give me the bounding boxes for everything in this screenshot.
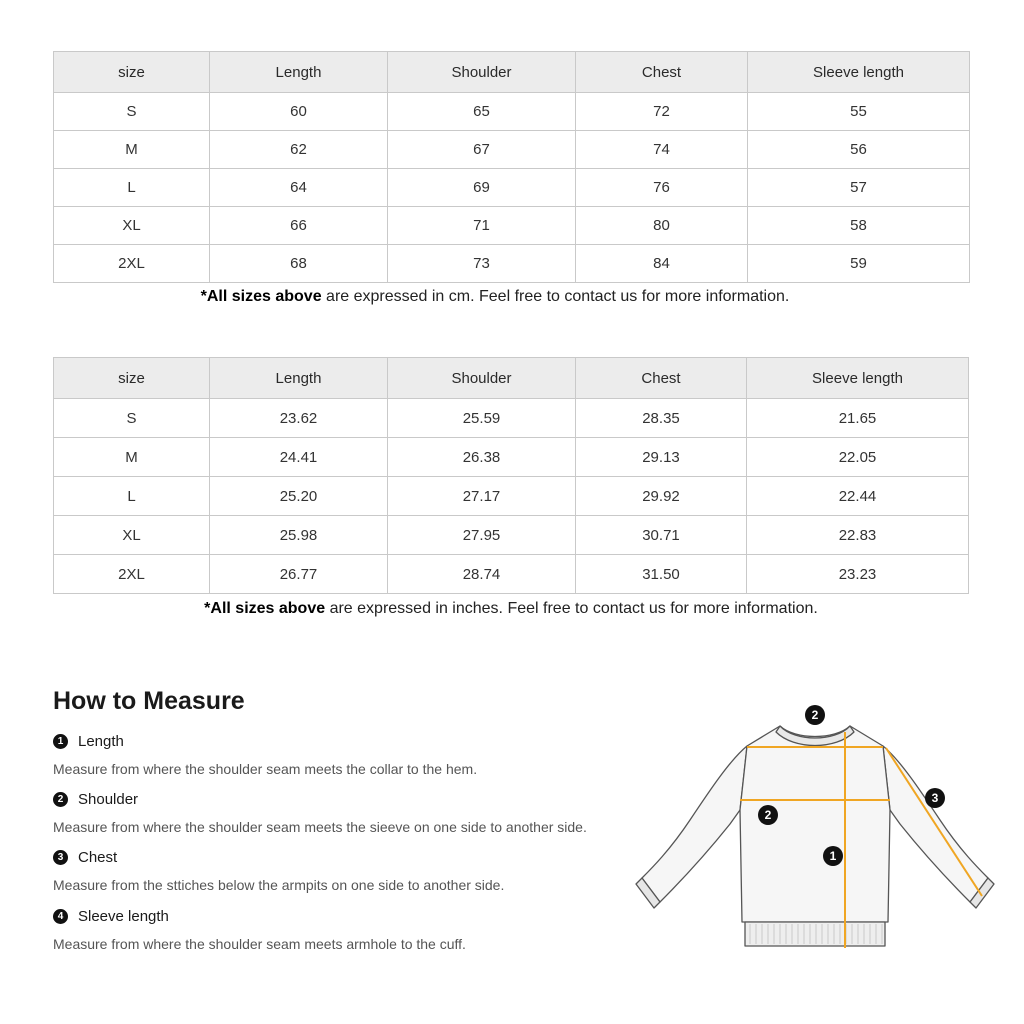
table-cell: 74	[576, 131, 748, 169]
badge-label: 3	[931, 791, 939, 805]
table-cell: 26.38	[388, 438, 576, 477]
table-cell: 22.83	[747, 516, 969, 555]
table-cell: 31.50	[576, 555, 747, 594]
step-title: Chest	[78, 848, 118, 866]
table-cell: M	[54, 131, 210, 169]
step-number-badge: 4	[53, 909, 68, 924]
table-cell: 27.95	[388, 516, 576, 555]
table-cell: 25.20	[210, 477, 388, 516]
table-cell: 29.92	[576, 477, 747, 516]
table-row	[54, 516, 969, 555]
table-cell: 84	[576, 245, 748, 283]
table-cell: 23.23	[747, 555, 969, 594]
table-cell: XL	[54, 516, 210, 555]
table-row	[54, 93, 970, 131]
table-cell: 73	[388, 245, 576, 283]
size-table-cm	[53, 51, 970, 283]
table-cell: 2XL	[54, 245, 210, 283]
note-emphasis: *All sizes above	[200, 288, 322, 305]
step-length-heading	[53, 731, 124, 751]
note-text: are expressed in cm. Feel free to contact us for more information.	[321, 288, 790, 305]
step-number-badge: 1	[53, 734, 68, 749]
table-cell: 64	[210, 169, 388, 207]
table-cell: 22.44	[747, 477, 969, 516]
table-cell: S	[54, 93, 210, 131]
table-cell: 26.77	[210, 555, 388, 594]
sweater-illustration	[636, 726, 994, 946]
table-cell: 58	[748, 207, 970, 245]
column-header: Sleeve length	[747, 358, 969, 399]
table-cell: L	[54, 169, 210, 207]
units-note-inches	[0, 600, 1023, 618]
table-cell: S	[54, 399, 210, 438]
table-row	[54, 207, 970, 245]
table-cell: 57	[748, 169, 970, 207]
column-header: Length	[210, 52, 388, 93]
table-cell: 60	[210, 93, 388, 131]
table-cell: 28.74	[388, 555, 576, 594]
table-cell: 67	[388, 131, 576, 169]
size-table-inches	[53, 357, 969, 594]
table-row	[54, 169, 970, 207]
table-cell: 25.98	[210, 516, 388, 555]
table-cell: 59	[748, 245, 970, 283]
step-number-badge: 2	[53, 792, 68, 807]
table-cell: 29.13	[576, 438, 747, 477]
table-row	[54, 245, 970, 283]
table-header-row	[54, 358, 969, 399]
left-sleeve	[642, 746, 747, 902]
table-cell: 23.62	[210, 399, 388, 438]
note-emphasis: *All sizes above	[204, 600, 326, 617]
badge-length	[823, 846, 843, 866]
step-description: Measure from where the shoulder seam meets the collar to the hem.	[53, 761, 478, 777]
step-chest-heading	[53, 847, 117, 867]
table-cell: 72	[576, 93, 748, 131]
column-header: size	[54, 52, 210, 93]
step-title: Sleeve length	[78, 907, 169, 925]
table-cell: M	[54, 438, 210, 477]
table-row	[54, 438, 969, 477]
table-cell: 76	[576, 169, 748, 207]
step-title: Length	[78, 732, 124, 750]
how-to-measure-title: How to Measure	[53, 687, 245, 715]
step-number-badge: 3	[53, 850, 68, 865]
badge-label: 1	[829, 849, 837, 863]
table-cell: 71	[388, 207, 576, 245]
step-sleeve-heading	[53, 906, 169, 926]
table-cell: 68	[210, 245, 388, 283]
table-row	[54, 399, 969, 438]
step-shoulder-heading	[53, 789, 138, 809]
table-cell: 21.65	[747, 399, 969, 438]
table-cell: 27.17	[388, 477, 576, 516]
column-header: Shoulder	[388, 52, 576, 93]
column-header: size	[54, 358, 210, 399]
note-text: are expressed in inches. Feel free to contact us for more information.	[325, 600, 818, 617]
table-row	[54, 477, 969, 516]
table-row	[54, 131, 970, 169]
column-header: Length	[210, 358, 388, 399]
badge-label: 2	[764, 808, 772, 822]
table-cell: 69	[388, 169, 576, 207]
column-header: Chest	[576, 52, 748, 93]
badge-sleeve	[925, 788, 945, 808]
step-description: Measure from the sttiches below the armpits on one side to another side.	[53, 877, 505, 893]
table-cell: 66	[210, 207, 388, 245]
table-row	[54, 555, 969, 594]
table-cell: 2XL	[54, 555, 210, 594]
table-cell: 80	[576, 207, 748, 245]
column-header: Shoulder	[388, 358, 576, 399]
table-cell: L	[54, 477, 210, 516]
table-cell: 65	[388, 93, 576, 131]
table-cell: XL	[54, 207, 210, 245]
column-header: Chest	[576, 358, 747, 399]
badge-label: 2	[811, 708, 819, 722]
table-cell: 22.05	[747, 438, 969, 477]
step-description: Measure from where the shoulder seam meets armhole to the cuff.	[53, 936, 466, 952]
column-header: Sleeve length	[748, 52, 970, 93]
table-cell: 56	[748, 131, 970, 169]
table-cell: 55	[748, 93, 970, 131]
units-note-cm	[0, 288, 1007, 306]
table-cell: 30.71	[576, 516, 747, 555]
step-title: Shoulder	[78, 790, 139, 808]
sweater-body	[740, 726, 890, 922]
badge-chest	[758, 805, 778, 825]
badge-shoulder	[805, 705, 825, 725]
step-description: Measure from where the shoulder seam meets the sieeve on one side to another side.	[53, 819, 587, 835]
table-cell: 24.41	[210, 438, 388, 477]
table-cell: 62	[210, 131, 388, 169]
table-header-row	[54, 52, 970, 93]
table-cell: 25.59	[388, 399, 576, 438]
sweater-diagram	[630, 700, 1000, 960]
table-cell: 28.35	[576, 399, 747, 438]
